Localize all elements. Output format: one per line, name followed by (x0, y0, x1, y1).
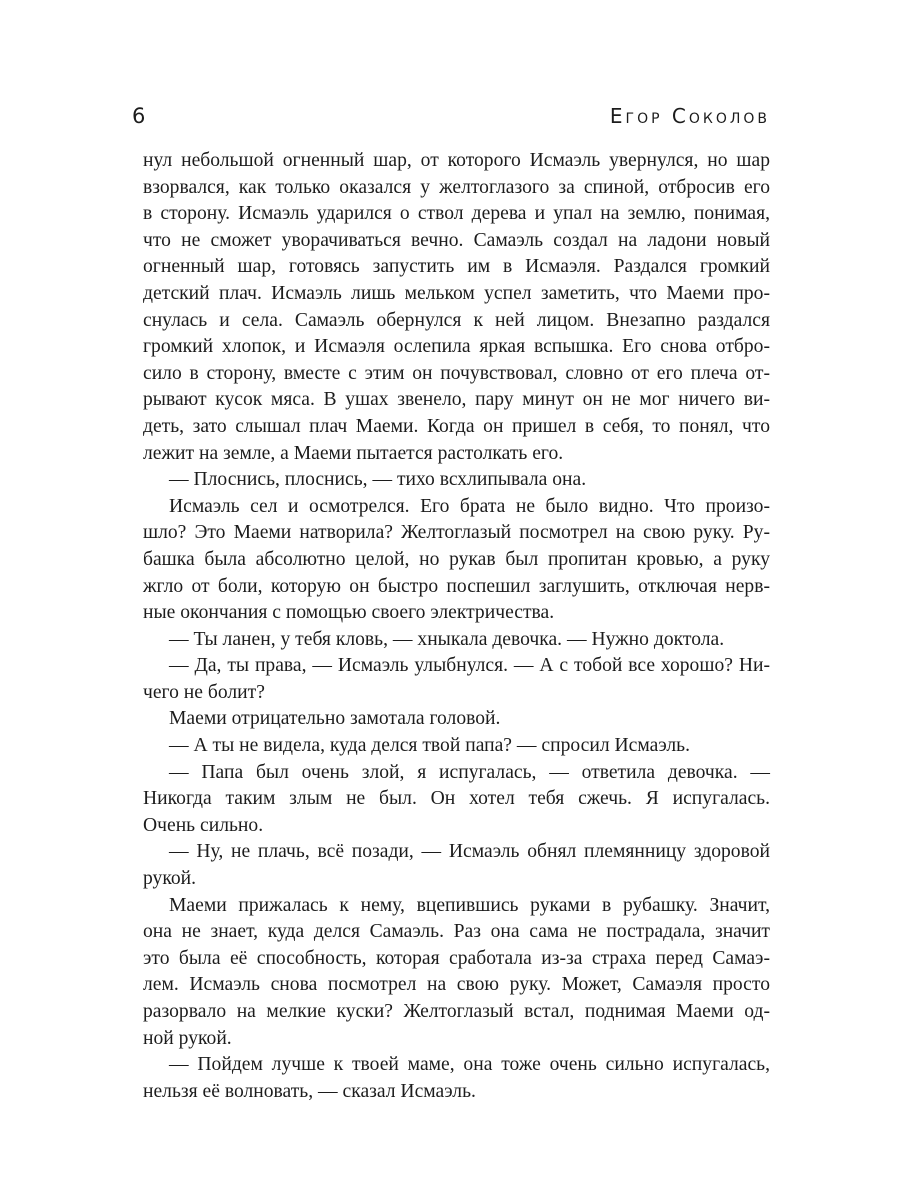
text-line: — Ты ланен, у тебя кловь, — хныкала девочка. — Нужно доктола. (169, 628, 725, 650)
paragraph (143, 653, 770, 706)
text-line: Исмаэль сел и осмотрелся. Его брата не было видно. Что произо- (169, 495, 770, 517)
text-line: Никогда таким злым не был. Он хотел тебя сжечь. Я испугалась. (143, 788, 770, 810)
paragraph (143, 1052, 770, 1105)
paragraph (143, 467, 770, 494)
text-line: огненный шар, готовясь запустить им в Исмаэля. Раздался громкий (143, 256, 770, 278)
running-head-author: Егор Соколов (609, 104, 770, 128)
text-line: деть, зато слышал плач Маеми. Когда он пришел в себя, то понял, что (143, 415, 770, 437)
text-line: шло? Это Маеми натворила? Желтоглазый посмотрел на свою руку. Ру- (143, 522, 770, 544)
text-line: рукой. (143, 868, 197, 890)
text-line: чего не болит? (143, 681, 265, 703)
paragraph (143, 706, 770, 733)
text-line: это была её способность, которая сработала из-за страха перед Самаэ- (143, 947, 770, 969)
text-line: Очень сильно. (143, 814, 264, 836)
text-line: нельзя её волновать, — сказал Исмаэль. (143, 1080, 476, 1102)
paragraph (143, 839, 770, 892)
text-line: башка была абсолютно целой, но рукав был пропитан кровью, а руку (143, 548, 770, 570)
text-line: — Пойдем лучше к твоей маме, она тоже очень сильно испугалась, (169, 1054, 770, 1076)
text-line: сило в сторону, вместе с этим он почувствовал, словно от его плеча от- (143, 362, 770, 384)
text-line: — Папа был очень злой, я испугалась, — ответила девочка. — (169, 761, 770, 783)
text-line: — Ну, не плачь, всё позади, — Исмаэль обнял племянницу здоровой (169, 841, 770, 863)
text-line: — Да, ты права, — Исмаэль улыбнулся. — А с тобой все хорошо? Ни- (169, 655, 770, 677)
text-line: она не знает, куда делся Самаэль. Раз она сама не пострадала, значит (143, 921, 770, 943)
text-line: ной рукой. (143, 1027, 232, 1049)
paragraph (143, 148, 770, 467)
text-line: ные окончания с помощью своего электричества. (143, 602, 555, 624)
paragraph (143, 627, 770, 654)
text-line: громкий хлопок, и Исмаэля ослепила яркая вспышка. Его снова отбро- (143, 336, 770, 358)
text-line: Маеми отрицательно замотала головой. (169, 708, 501, 730)
paragraph (143, 494, 770, 627)
text-line: взорвался, как только оказался у желтоглазого за спиной, отбросив его (143, 176, 770, 198)
page-number: 6 (132, 104, 146, 128)
text-line: — А ты не видела, куда делся твой папа? — спросил Исмаэль. (169, 735, 690, 757)
text-line: нул небольшой огненный шар, от которого Исмаэль увернулся, но шар (143, 150, 770, 171)
text-line: снулась и села. Самаэль обернулся к ней лицом. Внезапно раздался (143, 309, 770, 331)
paragraph (143, 760, 770, 840)
text-line: лем. Исмаэль снова посмотрел на свою руку. Может, Самаэля просто (143, 974, 770, 996)
paragraph (143, 733, 770, 760)
text-line: Маеми прижалась к нему, вцепившись руками в рубашку. Значит, (169, 894, 770, 916)
text-line: что не сможет уворачиваться вечно. Самаэль создал на ладони новый (143, 229, 770, 251)
text-line: в сторону. Исмаэль ударился о ствол дерева и упал на землю, понимая, (143, 203, 770, 225)
text-line: разорвало на мелкие куски? Желтоглазый встал, поднимая Маеми од- (143, 1001, 770, 1022)
paragraph (143, 893, 770, 1053)
text-line: — Плоснись, плоснись, — тихо всхлипывала она. (169, 469, 587, 491)
text-line: рывают кусок мяса. В ушах звенело, пару минут он не мог ничего ви- (143, 389, 770, 411)
text-line: жгло от боли, которую он быстро поспешил заглушить, отключая нерв- (143, 575, 770, 597)
body-text (143, 148, 770, 1105)
text-line: лежит на земле, а Маеми пытается растолкать его. (143, 442, 564, 464)
text-line: детский плач. Исмаэль лишь мельком успел заметить, что Маеми про- (143, 282, 770, 304)
